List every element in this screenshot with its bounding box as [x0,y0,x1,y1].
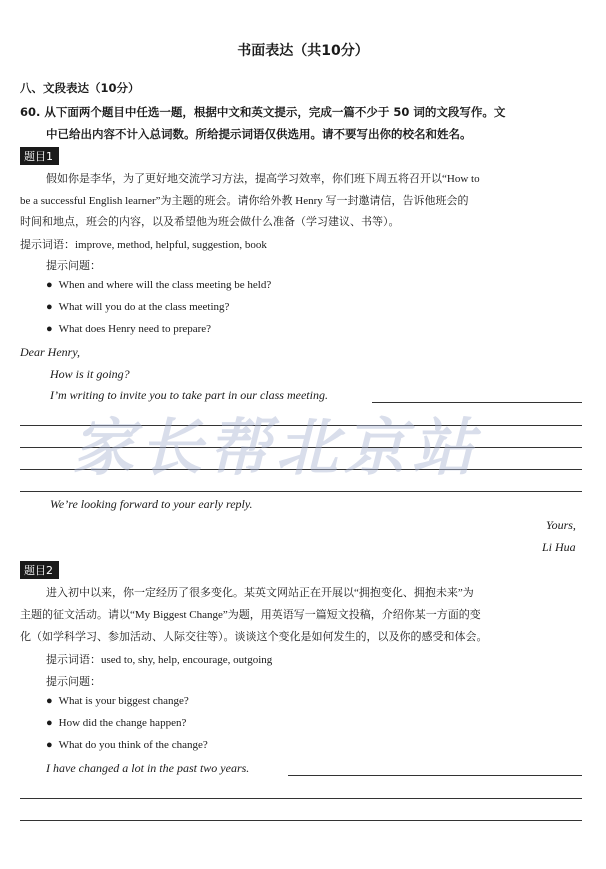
topic2-keywords: 提示词语：used to, shy, help, encourage, outgoing [46,654,273,666]
letter-opening-2: I’m writing to invite you to take part in our class meeting. [50,388,328,402]
letter-signoff-yours: Yours, [546,518,576,532]
topic1-para-line-1: 假如你是李华，为了更好地交流学习方法，提高学习效率，你们班下周五将召开以“How to [46,173,480,185]
letter-salutation: Dear Henry, [20,345,80,359]
letter-signoff-name: Li Hua [542,540,576,554]
section-heading: 八、文段表达（10分） [20,81,140,95]
topic1-question-2: ● What will you do at the class meeting? [46,301,229,313]
topic2-question-1: ● What is your biggest change? [46,695,189,707]
topic2-question-2: ● How did the change happen? [46,717,186,729]
topic1-para-line-2: be a successful English learner”为主题的班会。请你给外教 Henry 写一封邀请信，告诉他班会的 [20,195,469,207]
letter-closing: We’re looking forward to your early reply. [50,497,253,511]
question-line-1: 60. 从下面两个题目中任选一题，根据中文和英文提示，完成一篇不少于 50 词的文段写作。文 [20,105,506,119]
topic1-questions-label: 提示问题： [46,260,101,272]
topic2-para-line-1: 进入初中以来，你一定经历了很多变化。某英文网站正在开展以“拥抱变化、拥抱未来”为 [46,587,474,599]
letter-opening-1: How is it going? [50,367,130,381]
topic2-questions-label: 提示问题： [46,676,101,688]
topic2-para-line-2: 主题的征文活动。请以“My Biggest Change”为题，用英语写一篇短文投稿，介绍你某一方面的变 [20,609,481,621]
question-line-2: 中已给出内容不计入总词数。所给提示词语仅供选用。请不要写出你的校名和姓名。 [46,127,472,141]
topic1-tag: 题目1 [20,147,59,165]
topic2-question-3: ● What do you think of the change? [46,739,208,751]
topic1-question-1: ● When and where will the class meeting be held? [46,279,271,291]
page-title: 书面表达（共10分） [237,43,369,59]
essay-opening: I have changed a lot in the past two years. [46,761,250,775]
topic1-keywords: 提示词语：improve, method, helpful, suggestion, book [20,239,267,251]
watermark: 家长帮北京站 [72,411,481,484]
topic1-question-3: ● What does Henry need to prepare? [46,323,211,335]
answer-line[interactable] [288,775,582,776]
answer-line[interactable] [20,491,582,492]
topic2-tag: 题目2 [20,561,59,579]
topic1-para-line-3: 时间和地点，班会的内容，以及希望他为班会做什么准备（学习建议、书等）。 [20,216,400,228]
topic2-para-line-3: 化（如学科学习、参加活动、人际交往等）。谈谈这个变化是如何发生的，以及你的感受和体会。 [20,631,488,643]
answer-line[interactable] [20,820,582,821]
answer-line[interactable] [20,798,582,799]
